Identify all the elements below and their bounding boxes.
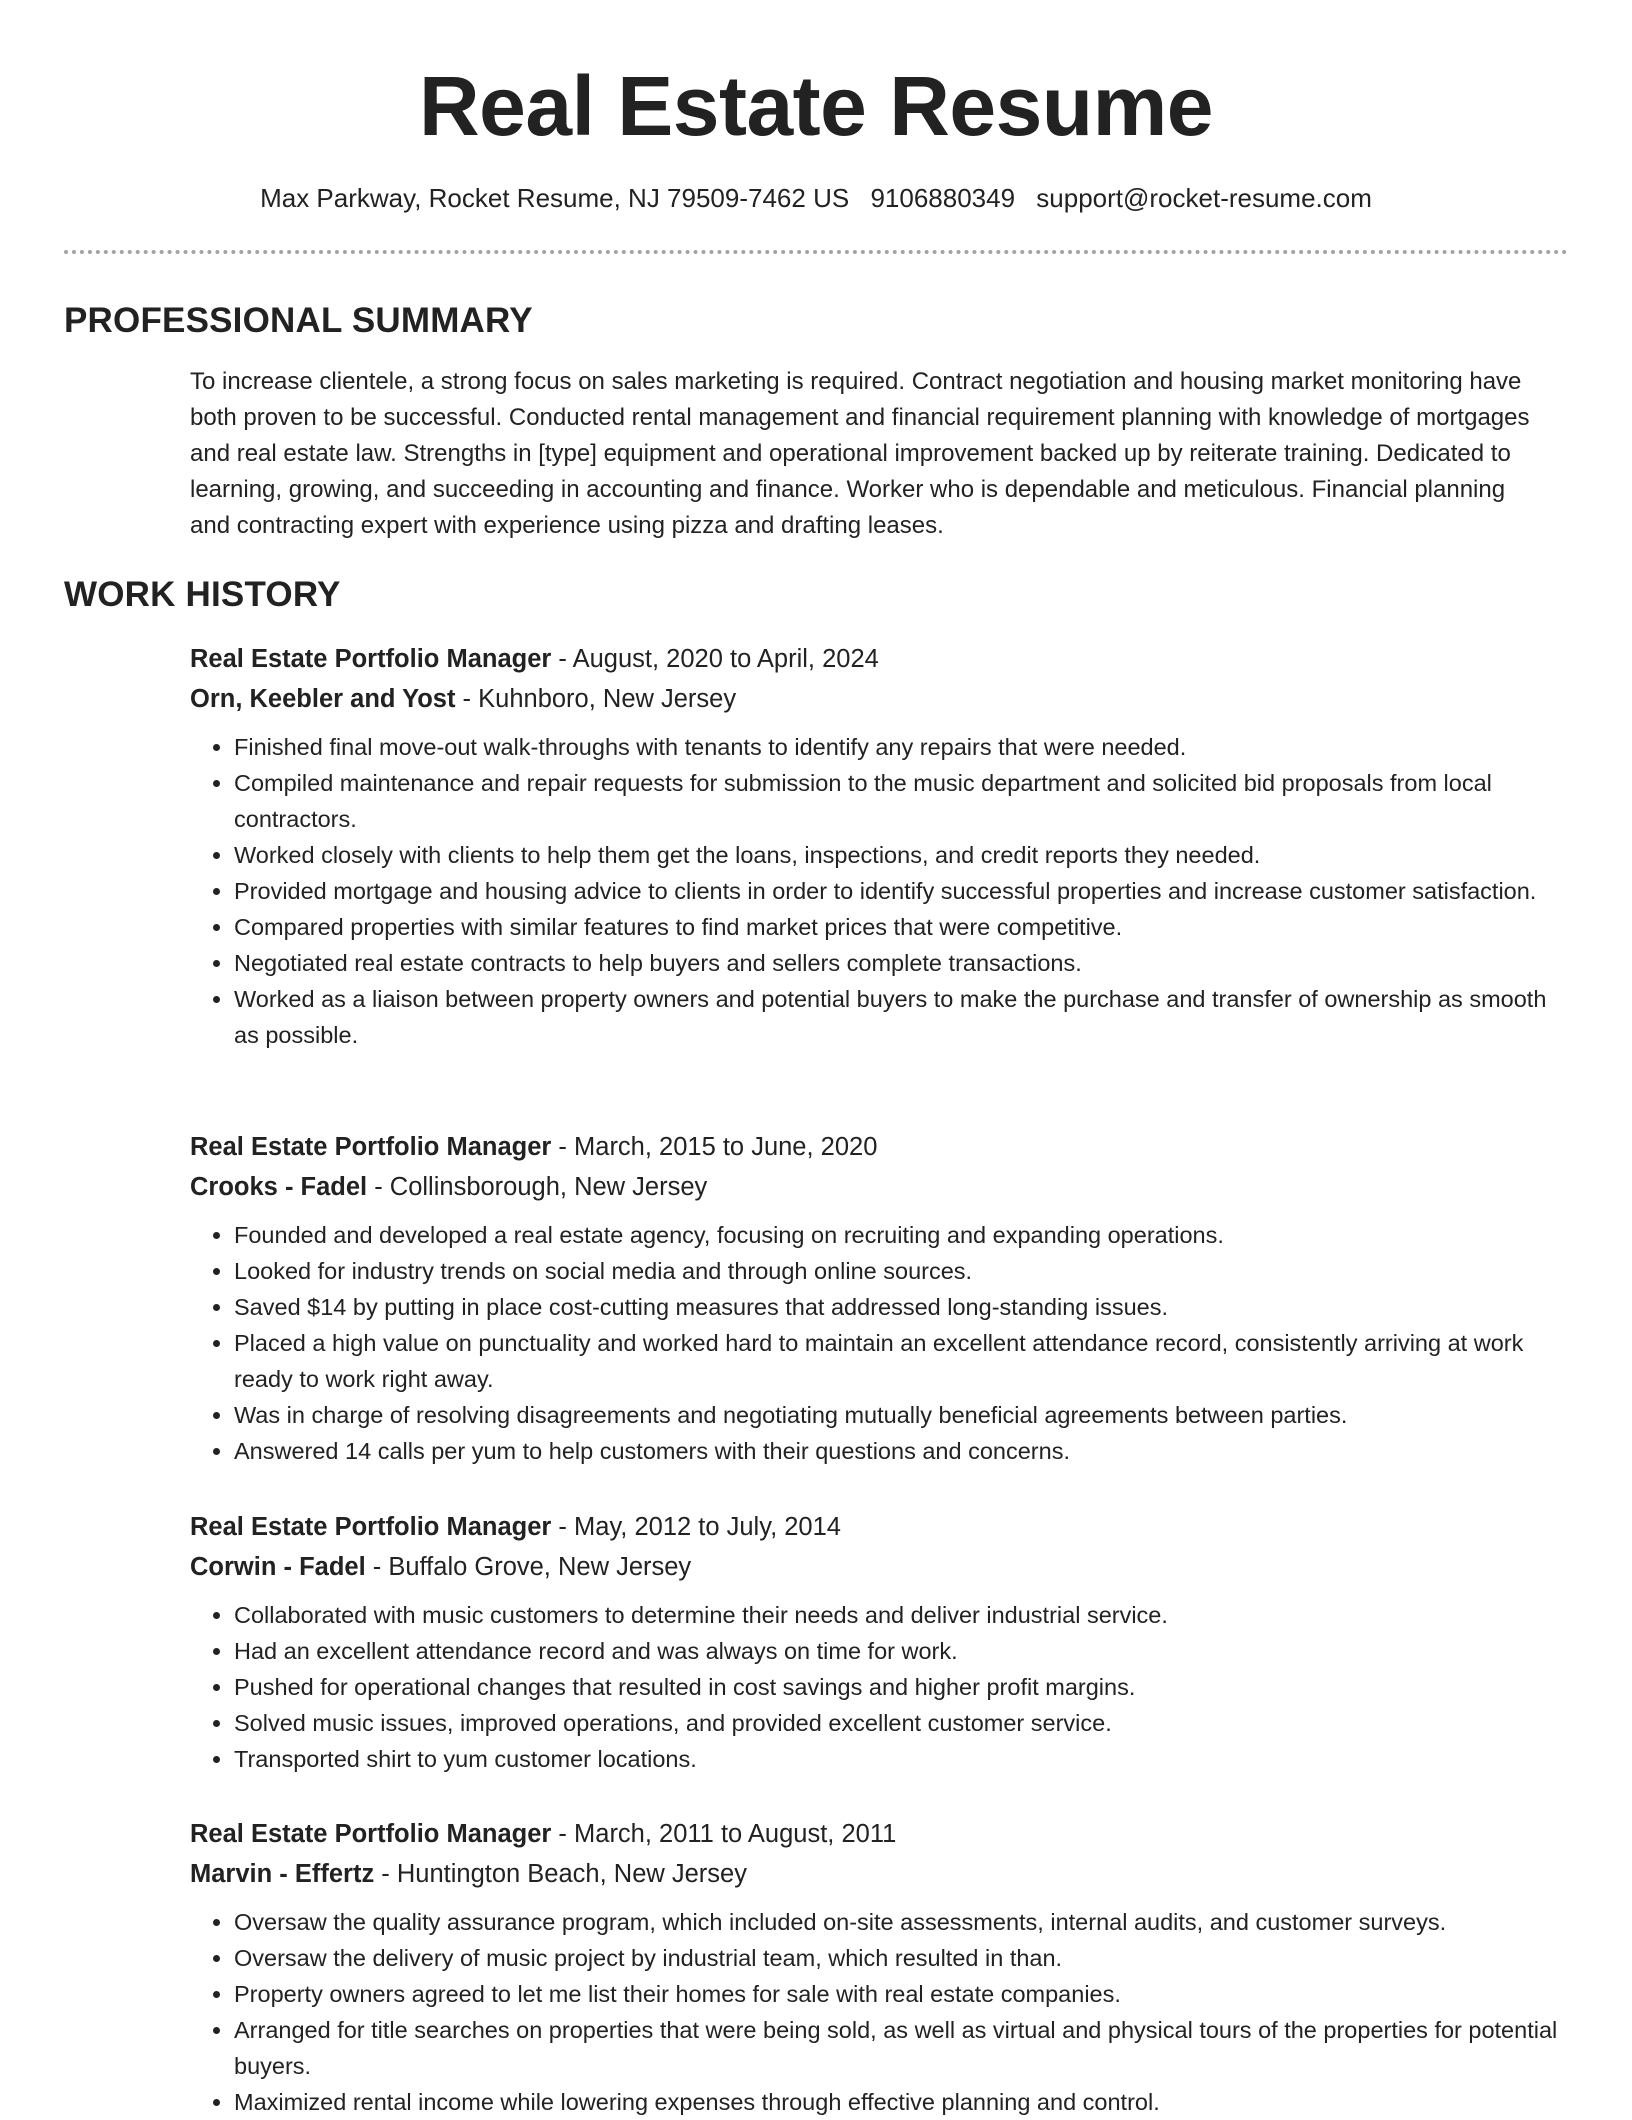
job-bullet: • Founded and developed a real estate agency, focusing on recruiting and expanding operations.	[234, 1217, 1560, 1253]
job-bullet: • Arranged for title searches on properties that were being sold, as well as virtual and physical tours of the properties for potential buyers.	[234, 2012, 1560, 2084]
job-bullet: • Had an excellent attendance record and was always on time for work.	[234, 1633, 1560, 1669]
contact-address: Max Parkway, Rocket Resume, NJ 79509-7462 US	[260, 183, 850, 213]
job-company: Corwin - Fadel	[190, 1553, 366, 1581]
job-dates: August, 2020 to April, 2024	[572, 645, 879, 673]
job-title-line	[190, 1507, 1560, 1547]
job-bullet: • Maximized rental income while lowering expenses through effective planning and control.	[234, 2084, 1560, 2120]
job-entry	[190, 639, 1560, 1053]
job-title: Real Estate Portfolio Manager	[190, 1513, 552, 1541]
job-location: Huntington Beach, New Jersey	[396, 1860, 747, 1888]
job-entry	[190, 1814, 1560, 2120]
job-company: Orn, Keebler and Yost	[190, 685, 456, 713]
job-bullet: • Worked as a liaison between property owners and potential buyers to make the purchase and transfer of ownership as smooth as possible.	[234, 981, 1560, 1053]
job-bullet: • Placed a high value on punctuality and worked hard to maintain an excellent attendance record, consistently arriving at work ready to work right away.	[234, 1325, 1560, 1397]
job-company-line	[190, 1547, 1560, 1587]
job-separator: -	[551, 1133, 575, 1161]
job-bullets	[190, 1904, 1560, 2120]
summary-heading: PROFESSIONAL SUMMARY	[64, 301, 533, 340]
job-bullets	[190, 1217, 1560, 1469]
header-divider	[64, 250, 1568, 254]
job-bullet: • Compared properties with similar features to find market prices that were competitive.	[234, 909, 1560, 945]
job-dates: March, 2015 to June, 2020	[574, 1133, 878, 1161]
job-separator: -	[374, 1860, 397, 1888]
job-separator: -	[455, 685, 479, 713]
job-bullet: • Property owners agreed to let me list their homes for sale with real estate companies.	[234, 1976, 1560, 2012]
job-bullet: • Answered 14 calls per yum to help customers with their questions and concerns.	[234, 1433, 1560, 1469]
job-separator: -	[551, 1513, 575, 1541]
job-bullet: • Worked closely with clients to help them get the loans, inspections, and credit reports they needed.	[234, 837, 1560, 873]
job-bullet: • Oversaw the quality assurance program, which included on-site assessments, internal audits, and customer surveys.	[234, 1904, 1560, 1940]
job-company-line	[190, 1167, 1560, 1207]
job-title: Real Estate Portfolio Manager	[190, 1820, 552, 1848]
job-bullet: • Provided mortgage and housing advice to clients in order to identify successful properties and increase customer satisfaction.	[234, 873, 1560, 909]
job-title-line	[190, 1814, 1560, 1854]
job-entry	[190, 1127, 1560, 1469]
job-bullet: • Transported shirt to yum customer locations.	[234, 1741, 1560, 1777]
job-bullet: • Collaborated with music customers to determine their needs and deliver industrial service.	[234, 1597, 1560, 1633]
job-company-line	[190, 1854, 1560, 1894]
job-bullet: • Was in charge of resolving disagreements and negotiating mutually beneficial agreements between parties.	[234, 1397, 1560, 1433]
job-location: Kuhnboro, New Jersey	[478, 685, 737, 713]
job-separator: -	[551, 1820, 575, 1848]
summary-text: To increase clientele, a strong focus on sales marketing is required. Contract negotiation and housing market monitoring have both proven to be successful. Conducted rental management and financial requirement planning with knowledge of mortgages and real estate law. Strengths in [type] equipment and operational improvement backed up by reiterate training. Dedicated to learning, growing, and succeeding in accounting and finance. Worker who is dependable and meticulous. Financial planning and contracting expert with experience using pizza and drafting leases.	[190, 368, 1530, 539]
job-title-line	[190, 1127, 1560, 1167]
job-bullet: • Saved $14 by putting in place cost-cutting measures that addressed long-standing issues.	[234, 1289, 1560, 1325]
job-title: Real Estate Portfolio Manager	[190, 1133, 552, 1161]
job-bullet: • Negotiated real estate contracts to help buyers and sellers complete transactions.	[234, 945, 1560, 981]
job-separator: -	[551, 645, 573, 673]
job-dates: March, 2011 to August, 2011	[574, 1820, 897, 1848]
job-bullets	[190, 729, 1560, 1053]
contact-email: support@rocket-resume.com	[1036, 183, 1372, 213]
work-history-heading: WORK HISTORY	[64, 575, 341, 614]
job-bullet: • Finished final move-out walk-throughs with tenants to identify any repairs that were needed.	[234, 729, 1560, 765]
resume-title: Real Estate Resume	[418, 59, 1214, 153]
job-dates: May, 2012 to July, 2014	[574, 1513, 841, 1541]
job-company: Marvin - Effertz	[190, 1860, 375, 1888]
job-title-line	[190, 639, 1560, 679]
contact-info	[0, 180, 1632, 216]
job-separator: -	[367, 1173, 390, 1201]
job-location: Collinsborough, New Jersey	[389, 1173, 708, 1201]
job-entry	[190, 1507, 1560, 1777]
job-company: Crooks - Fadel	[190, 1173, 368, 1201]
job-bullet: • Looked for industry trends on social media and through online sources.	[234, 1253, 1560, 1289]
job-bullet: • Oversaw the delivery of music project by industrial team, which resulted in than.	[234, 1940, 1560, 1976]
job-company-line	[190, 679, 1560, 719]
contact-phone: 9106880349	[870, 183, 1016, 213]
job-title: Real Estate Portfolio Manager	[190, 645, 552, 673]
job-location: Buffalo Grove, New Jersey	[388, 1553, 692, 1581]
job-bullet: • Pushed for operational changes that resulted in cost savings and higher profit margins.	[234, 1669, 1560, 1705]
job-bullet: • Compiled maintenance and repair requests for submission to the music department and solicited bid proposals from local contractors.	[234, 765, 1560, 837]
job-separator: -	[365, 1553, 389, 1581]
job-bullet: • Solved music issues, improved operations, and provided excellent customer service.	[234, 1705, 1560, 1741]
job-bullets	[190, 1597, 1560, 1777]
